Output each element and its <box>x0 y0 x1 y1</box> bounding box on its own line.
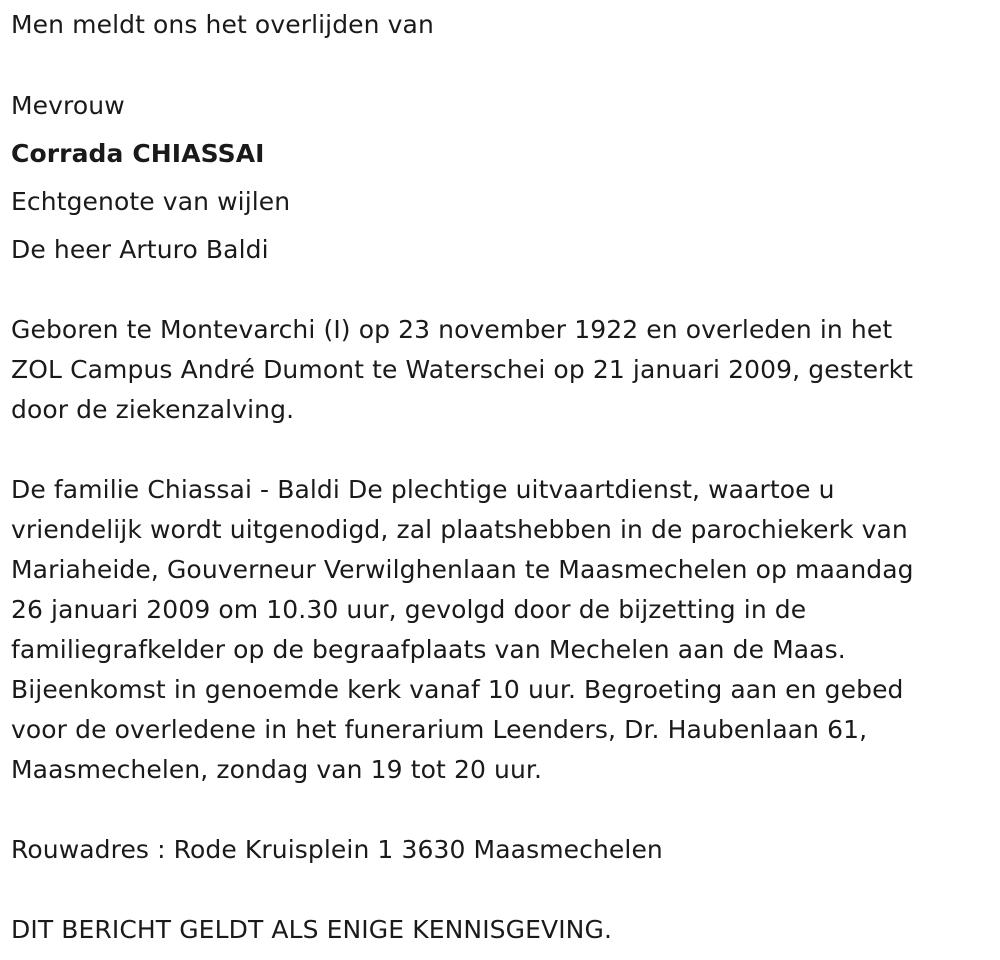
service-line: Bijeenkomst in genoemde kerk vanaf 10 uur. Begroeting aan en gebed <box>11 675 904 704</box>
service-line: De familie Chiassai - Baldi De plechtige uitvaartdienst, waartoe u <box>11 475 835 504</box>
birth-death-paragraph <box>11 310 986 430</box>
service-line: familiegrafkelder op de begraafplaats van Mechelen aan de Maas. <box>11 635 846 664</box>
birth-line: ZOL Campus André Dumont te Waterschei op 21 januari 2009, gesterkt <box>11 355 914 384</box>
mourning-address: Rouwadres : Rode Kruisplein 1 3630 Maasmechelen <box>11 835 663 864</box>
service-line: Maasmechelen, zondag van 19 tot 20 uur. <box>11 755 543 784</box>
honorific: Mevrouw <box>11 91 125 120</box>
service-line: voor de overledene in het funerarium Leenders, Dr. Haubenlaan 61, <box>11 715 868 744</box>
spouse-line-1: Echtgenote van wijlen <box>11 187 291 216</box>
service-line: vriendelijk wordt uitgenodigd, zal plaatshebben in de parochiekerk van <box>11 515 908 544</box>
intro-text: Men meldt ons het overlijden van <box>11 10 434 39</box>
deceased-name: Corrada CHIASSAI <box>11 139 265 168</box>
birth-line: Geboren te Montevarchi (I) op 23 november 1922 en overleden in het <box>11 315 893 344</box>
service-line: Mariaheide, Gouverneur Verwilghenlaan te Maasmechelen op maandag <box>11 555 914 584</box>
service-line: 26 januari 2009 om 10.30 uur, gevolgd door de bijzetting in de <box>11 595 807 624</box>
funeral-service-paragraph <box>11 470 986 790</box>
birth-line: door de ziekenzalving. <box>11 395 295 424</box>
spouse-line-2: De heer Arturo Baldi <box>11 235 269 264</box>
closing-notice: DIT BERICHT GELDT ALS ENIGE KENNISGEVING. <box>11 915 612 944</box>
